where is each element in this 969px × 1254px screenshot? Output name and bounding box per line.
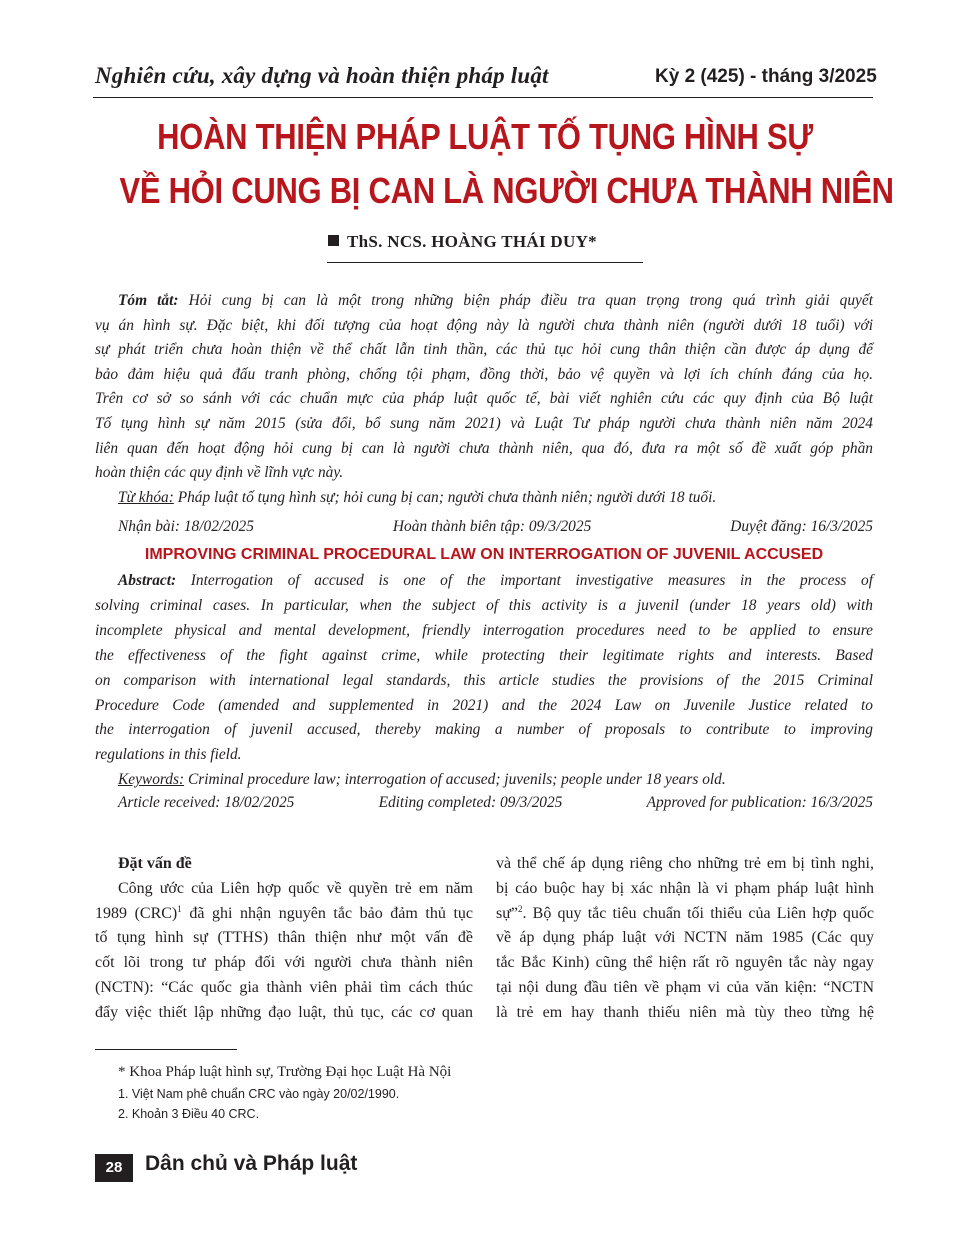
vi-keywords	[95, 486, 873, 511]
en-abstract-line: on comparison with international legal standards, this article studies the provisions of the 2015 Criminal	[95, 671, 873, 689]
body-right-column	[496, 852, 874, 1026]
issue-label: Kỳ 2 (425) - tháng 3/2025	[655, 66, 877, 87]
journal-name: Dân chủ và Pháp luật	[145, 1152, 358, 1175]
vi-abstract-line: vụ án hình sự. Đặc biệt, khi đối tượng của hoạt động này là người chưa thành niên (người dưới 18 tuổi) với	[95, 316, 873, 334]
body-line: và thể chế áp dụng riêng cho những trẻ em bị tình nghi,	[496, 855, 874, 872]
article-title-line-1: HOÀN THIỆN PHÁP LUẬT TỐ TỤNG HÌNH SỰ	[157, 116, 813, 157]
body-line: cốt lõi trong tư pháp đối với người chưa thành niên	[95, 954, 473, 972]
en-keywords-label: Keywords:	[118, 771, 185, 789]
author-rule	[327, 262, 643, 263]
en-abstract	[95, 569, 873, 793]
en-approved-date: Approved for publication: 16/3/2025	[646, 794, 873, 811]
vi-abstract-line: hoàn thiện các quy định về lĩnh vực này.	[95, 464, 344, 482]
en-edited-date: Editing completed: 09/3/2025	[378, 794, 563, 811]
vi-approved-date: Duyệt đăng: 16/3/2025	[730, 518, 873, 535]
body-line: sự”$^2$. Bộ quy tắc tiêu chuẩn tối thiểu của Liên hợp quốc	[496, 903, 874, 922]
vi-abstract-line: bảo đảm hiệu quả đấu tranh phòng, chống tội phạm, đồng thời, bảo vệ quyền và lợi ích chính đáng của họ.	[95, 365, 873, 383]
en-abstract-line: Abstract: Interrogation of accused is one of the important investigative measures in the process of	[118, 572, 873, 589]
section-heading: Đặt vấn đề	[118, 855, 192, 872]
en-abstract-line: incomplete physical and mental development, friendly interrogation procedures need to be applied to ensure	[95, 621, 873, 639]
body-line: bị cáo buộc hay bị xác nhận là vi phạm pháp luật hình	[496, 879, 874, 897]
en-keywords-text: Criminal procedure law; interrogation of accused; juvenils; people under 18 years old.	[187, 771, 726, 789]
body-line: về áp dụng pháp luật với NCTN năm 1985 (Các quy	[496, 929, 874, 947]
body-line: tắc Bắc Kinh) cũng thể hiện rất rõ nguyên tắc này ngay	[496, 954, 874, 972]
body-line: tố tụng hình sự (TTHS) thân thiện như một vấn đề	[95, 929, 473, 947]
vi-abstract-label: Tóm tắt:	[118, 292, 179, 309]
body-line: Công ước của Liên hợp quốc về quyền trẻ em năm	[118, 879, 473, 897]
running-header-section: Nghiên cứu, xây dựng và hoàn thiện pháp luật	[95, 63, 549, 88]
english-title: IMPROVING CRIMINAL PROCEDURAL LAW ON INTERROGATION OF JUVENIL ACCUSED	[144, 546, 824, 563]
article-title-line-2: VỀ HỎI CUNG BỊ CAN LÀ NGƯỜI CHƯA THÀNH NIÊN	[119, 170, 894, 211]
vi-abstract-line: sự phát triển chưa hoàn thiện về thể chất lẫn tinh thần, các thủ tục hỏi cung thân thiện cần được áp dụng để	[95, 341, 873, 359]
en-abstract-line: solving criminal cases. In particular, when the subject of this activity is a juvenil (under 18 years old) with	[95, 596, 873, 614]
vi-abstract-line: Trên cơ sở so sánh với các chuẩn mực của pháp luật quốc tế, bài viết nghiên cứu các quy định của Bộ luật	[95, 390, 873, 408]
en-abstract-line: the interrogation of juvenil accused, thereby making a number of proposals to contribute to improving	[95, 721, 873, 739]
en-abstract-line: the effectiveness of the fight against crime, while protecting their legitimate rights and interests. Based	[95, 646, 873, 664]
en-abstract-line: Procedure Code (amended and supplemented in 2021) and the 2024 Law on Juvenile Justice related to	[95, 696, 873, 714]
footnote-ref: 1	[177, 903, 182, 914]
en-abstract-label: Abstract:	[118, 572, 177, 589]
body-line: tại nội dung đầu tiên về phạm vi của văn kiện: “NCTN	[496, 978, 874, 996]
body-line: 1989 (CRC)$^1$ đã ghi nhận nguyên tắc bảo đảm thủ tục	[95, 903, 473, 922]
square-bullet-icon	[328, 235, 339, 246]
vi-abstract-line: Tóm tắt: Hỏi cung bị can là một trong những biện pháp điều tra quan trọng trong quá trình giải quyết	[118, 292, 873, 309]
vi-abstract-line: Tố tụng hình sự năm 2015 (sửa đổi, bổ sung năm 2021) và Luật Tư pháp người chưa thành niên năm 2024	[95, 414, 873, 432]
body-line: đẩy việc thiết lập những đạo luật, thủ tục, các cơ quan	[95, 1003, 473, 1021]
body-line: là trẻ em hay thanh thiếu niên mà tùy theo từng hệ	[496, 1003, 874, 1021]
en-abstract-line: regulations in this field.	[95, 746, 242, 764]
vi-received-date: Nhận bài: 18/02/2025	[118, 518, 254, 535]
en-keywords	[95, 768, 873, 793]
vi-keywords-text: Pháp luật tố tụng hình sự; hỏi cung bị can; người chưa thành niên; người dưới 18 tuổi.	[177, 488, 717, 506]
en-dates	[118, 794, 873, 812]
body-line: (NCTN): “Các quốc gia thành viên phải tìm cách thúc	[95, 978, 473, 996]
author-name: ThS. NCS. HOÀNG THÁI DUY*	[347, 232, 597, 251]
vi-abstract	[95, 289, 873, 510]
vi-abstract-line: liên quan đến hoạt động hỏi cung bị can là người chưa thành niên, qua đó, đưa ra một số đề xuất góp phần	[95, 439, 873, 457]
author-byline	[328, 232, 597, 252]
en-received-date: Article received: 18/02/2025	[118, 794, 295, 811]
footnote-1: 1. Việt Nam phê chuẩn CRC vào ngày 20/02/1990.	[118, 1087, 400, 1101]
footnote-ref: 2	[518, 903, 523, 914]
vi-edited-date: Hoàn thành biên tập: 09/3/2025	[392, 518, 592, 535]
footnote-2: 2. Khoản 3 Điều 40 CRC.	[118, 1107, 260, 1121]
vi-dates	[118, 518, 873, 536]
body-left-column	[95, 852, 473, 1026]
footnote-rule	[95, 1049, 237, 1050]
page-number: 28	[95, 1154, 133, 1182]
vi-keywords-label: Từ khóa:	[118, 488, 174, 506]
header-rule	[93, 97, 873, 98]
author-footnote: * Khoa Pháp luật hình sự, Trường Đại học Luật Hà Nội	[118, 1064, 452, 1080]
